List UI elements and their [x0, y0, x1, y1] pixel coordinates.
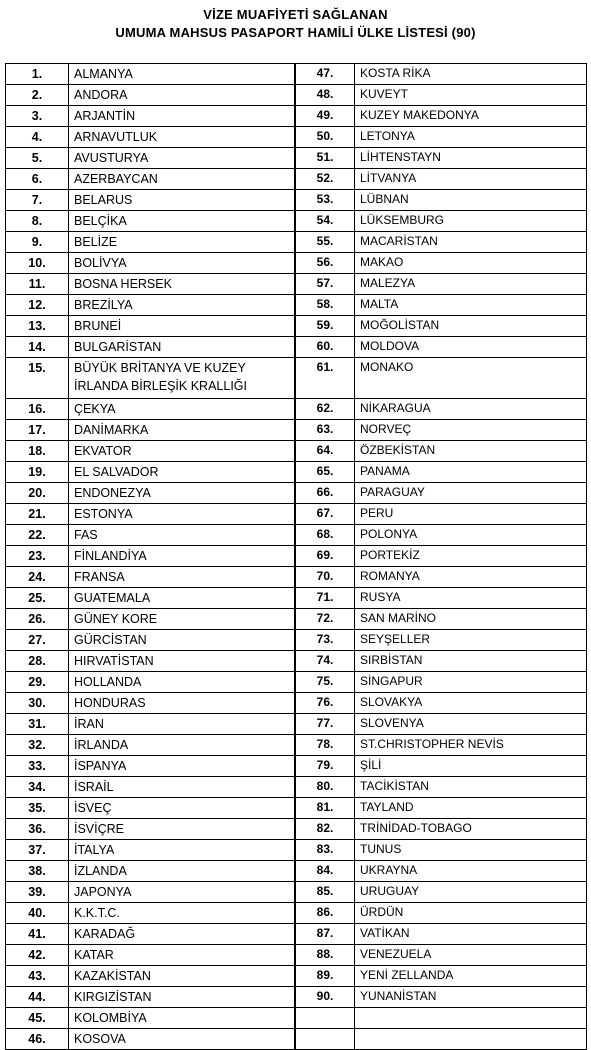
table-row	[6, 483, 295, 504]
country-name: FAS	[69, 525, 295, 546]
table-row	[296, 358, 587, 399]
country-name: ALMANYA	[69, 64, 295, 85]
country-name: MALEZYA	[355, 274, 587, 295]
table-row	[296, 420, 587, 441]
row-number: 81.	[296, 798, 355, 819]
table-row	[296, 756, 587, 777]
country-table-right	[295, 63, 587, 1050]
table-row	[296, 966, 587, 987]
table-row	[296, 1008, 587, 1029]
country-name: ARJANTİN	[69, 106, 295, 127]
row-number: 7.	[6, 190, 69, 211]
table-row	[296, 735, 587, 756]
row-number: 8.	[6, 211, 69, 232]
row-number: 4.	[6, 127, 69, 148]
row-number: 16.	[6, 399, 69, 420]
row-number: 22.	[6, 525, 69, 546]
country-name: EL SALVADOR	[69, 462, 295, 483]
row-number: 21.	[6, 504, 69, 525]
row-number: 19.	[6, 462, 69, 483]
row-number: 40.	[6, 903, 69, 924]
table-row	[296, 714, 587, 735]
table-row	[6, 861, 295, 882]
country-name: PARAGUAY	[355, 483, 587, 504]
table-row	[296, 651, 587, 672]
table-row	[296, 525, 587, 546]
country-name: SLOVENYA	[355, 714, 587, 735]
row-number: 64.	[296, 441, 355, 462]
country-name: İSPANYA	[69, 756, 295, 777]
row-number: 65.	[296, 462, 355, 483]
table-row	[296, 945, 587, 966]
country-name: SAN MARİNO	[355, 609, 587, 630]
row-number: 50.	[296, 127, 355, 148]
country-name: NİKARAGUA	[355, 399, 587, 420]
row-number: 30.	[6, 693, 69, 714]
row-number: 31.	[6, 714, 69, 735]
table-row	[296, 861, 587, 882]
country-name: AZERBAYCAN	[69, 169, 295, 190]
row-number: 24.	[6, 567, 69, 588]
row-number: 23.	[6, 546, 69, 567]
table-row	[6, 399, 295, 420]
country-name: KIRGIZİSTAN	[69, 987, 295, 1008]
row-number: 78.	[296, 735, 355, 756]
row-number: 32.	[6, 735, 69, 756]
row-number: 41.	[6, 924, 69, 945]
row-number: 80.	[296, 777, 355, 798]
country-name: BOLİVYA	[69, 253, 295, 274]
row-number: 5.	[6, 148, 69, 169]
row-number: 88.	[296, 945, 355, 966]
table-row	[296, 672, 587, 693]
country-name: KAZAKİSTAN	[69, 966, 295, 987]
table-row	[296, 630, 587, 651]
country-name: İRLANDA	[69, 735, 295, 756]
table-row	[6, 232, 295, 253]
row-number: 29.	[6, 672, 69, 693]
country-name: ANDORA	[69, 85, 295, 106]
row-number: 79.	[296, 756, 355, 777]
country-name: LÜBNAN	[355, 190, 587, 211]
country-name: LÜKSEMBURG	[355, 211, 587, 232]
row-number: 63.	[296, 420, 355, 441]
table-row	[296, 253, 587, 274]
country-name: GÜNEY KORE	[69, 609, 295, 630]
country-name: İTALYA	[69, 840, 295, 861]
country-name: TUNUS	[355, 840, 587, 861]
country-name: K.K.T.C.	[69, 903, 295, 924]
country-name: SİNGAPUR	[355, 672, 587, 693]
table-row	[6, 651, 295, 672]
table-row	[6, 609, 295, 630]
country-name: TAYLAND	[355, 798, 587, 819]
row-number: 75.	[296, 672, 355, 693]
country-name: BREZİLYA	[69, 295, 295, 316]
row-number: 77.	[296, 714, 355, 735]
row-number: 36.	[6, 819, 69, 840]
country-name: MOLDOVA	[355, 337, 587, 358]
table-row	[296, 462, 587, 483]
country-name: EKVATOR	[69, 441, 295, 462]
row-number: 2.	[6, 85, 69, 106]
row-number	[296, 1029, 355, 1050]
country-list-tables	[5, 63, 587, 1050]
country-name: UKRAYNA	[355, 861, 587, 882]
table-row	[6, 211, 295, 232]
country-name: MALTA	[355, 295, 587, 316]
table-row	[6, 588, 295, 609]
country-name: ÖZBEKİSTAN	[355, 441, 587, 462]
table-row	[6, 987, 295, 1008]
table-row	[296, 337, 587, 358]
country-name: BULGARİSTAN	[69, 337, 295, 358]
country-name: PERU	[355, 504, 587, 525]
country-name: İSVEÇ	[69, 798, 295, 819]
row-number: 62.	[296, 399, 355, 420]
document-title	[0, 6, 591, 42]
table-row	[6, 546, 295, 567]
country-name: JAPONYA	[69, 882, 295, 903]
table-row	[296, 316, 587, 337]
country-name: MACARİSTAN	[355, 232, 587, 253]
row-number: 57.	[296, 274, 355, 295]
row-number: 37.	[6, 840, 69, 861]
table-row	[6, 441, 295, 462]
table-row	[296, 127, 587, 148]
country-name: YUNANİSTAN	[355, 987, 587, 1008]
country-name: BOSNA HERSEK	[69, 274, 295, 295]
country-name: HIRVATİSTAN	[69, 651, 295, 672]
row-number: 38.	[6, 861, 69, 882]
row-number: 54.	[296, 211, 355, 232]
table-row	[6, 316, 295, 337]
table-row	[6, 672, 295, 693]
row-number: 28.	[6, 651, 69, 672]
table-row	[6, 840, 295, 861]
row-number: 20.	[6, 483, 69, 504]
table-row	[296, 232, 587, 253]
country-name: VATİKAN	[355, 924, 587, 945]
table-row	[6, 504, 295, 525]
table-row	[6, 819, 295, 840]
row-number: 66.	[296, 483, 355, 504]
country-name: SIRBİSTAN	[355, 651, 587, 672]
row-number: 82.	[296, 819, 355, 840]
table-row	[296, 64, 587, 85]
row-number: 86.	[296, 903, 355, 924]
table-row	[296, 798, 587, 819]
row-number: 9.	[6, 232, 69, 253]
row-number: 55.	[296, 232, 355, 253]
country-name: BELARUS	[69, 190, 295, 211]
table-row	[296, 819, 587, 840]
row-number: 71.	[296, 588, 355, 609]
row-number: 47.	[296, 64, 355, 85]
country-name: KUZEY MAKEDONYA	[355, 106, 587, 127]
table-row	[6, 735, 295, 756]
country-name: KUVEYT	[355, 85, 587, 106]
row-number: 11.	[6, 274, 69, 295]
row-number: 74.	[296, 651, 355, 672]
table-row	[296, 588, 587, 609]
row-number: 34.	[6, 777, 69, 798]
row-number: 67.	[296, 504, 355, 525]
table-row	[296, 777, 587, 798]
row-number: 70.	[296, 567, 355, 588]
country-name: ST.CHRISTOPHER NEVİS	[355, 735, 587, 756]
country-name: KOLOMBİYA	[69, 1008, 295, 1029]
country-name: İZLANDA	[69, 861, 295, 882]
row-number: 13.	[6, 316, 69, 337]
country-name: SLOVAKYA	[355, 693, 587, 714]
table-row	[296, 211, 587, 232]
row-number: 6.	[6, 169, 69, 190]
country-name: BELÇİKA	[69, 211, 295, 232]
country-name: PORTEKİZ	[355, 546, 587, 567]
table-row	[6, 882, 295, 903]
table-row	[6, 274, 295, 295]
row-number	[296, 1008, 355, 1029]
table-row	[296, 1029, 587, 1050]
country-name: LİHTENSTAYN	[355, 148, 587, 169]
country-name: RUSYA	[355, 588, 587, 609]
row-number: 48.	[296, 85, 355, 106]
table-row	[296, 546, 587, 567]
table-row	[296, 609, 587, 630]
table-row	[6, 903, 295, 924]
country-name: NORVEÇ	[355, 420, 587, 441]
row-number: 27.	[6, 630, 69, 651]
table-row	[6, 169, 295, 190]
table-row	[6, 777, 295, 798]
table-row	[296, 483, 587, 504]
row-number: 68.	[296, 525, 355, 546]
table-row	[6, 693, 295, 714]
row-number: 61.	[296, 358, 355, 399]
row-number: 49.	[296, 106, 355, 127]
country-name: MONAKO	[355, 358, 587, 399]
row-number: 39.	[6, 882, 69, 903]
country-name: ÜRDÜN	[355, 903, 587, 924]
country-name: GÜRCİSTAN	[69, 630, 295, 651]
country-name: İSVİÇRE	[69, 819, 295, 840]
table-row	[6, 420, 295, 441]
row-number: 26.	[6, 609, 69, 630]
country-name: YENİ ZELLANDA	[355, 966, 587, 987]
title-line-1: VİZE MUAFİYETİ SAĞLANAN	[203, 7, 388, 22]
row-number: 58.	[296, 295, 355, 316]
table-row	[6, 253, 295, 274]
table-row	[6, 85, 295, 106]
country-table-left	[5, 63, 295, 1050]
country-name	[355, 1008, 587, 1029]
table-row	[6, 295, 295, 316]
table-row	[296, 693, 587, 714]
table-row	[296, 399, 587, 420]
country-name: ÇEKYA	[69, 399, 295, 420]
row-number: 53.	[296, 190, 355, 211]
table-row	[296, 148, 587, 169]
country-name: İRAN	[69, 714, 295, 735]
table-row	[296, 106, 587, 127]
table-row	[6, 945, 295, 966]
country-name: KATAR	[69, 945, 295, 966]
row-number: 60.	[296, 337, 355, 358]
country-name: KOSTA RİKA	[355, 64, 587, 85]
row-number: 52.	[296, 169, 355, 190]
country-name: LETONYA	[355, 127, 587, 148]
country-name	[355, 1029, 587, 1050]
country-name: VENEZUELA	[355, 945, 587, 966]
row-number: 10.	[6, 253, 69, 274]
table-row	[296, 295, 587, 316]
table-row	[6, 337, 295, 358]
row-number: 51.	[296, 148, 355, 169]
table-row	[6, 756, 295, 777]
table-row	[6, 567, 295, 588]
table-row	[6, 630, 295, 651]
table-row	[296, 85, 587, 106]
country-name: DANİMARKA	[69, 420, 295, 441]
table-row	[296, 840, 587, 861]
table-row	[296, 441, 587, 462]
table-row	[6, 127, 295, 148]
table-row	[6, 714, 295, 735]
row-number: 69.	[296, 546, 355, 567]
country-name: AVUSTURYA	[69, 148, 295, 169]
table-row	[6, 64, 295, 85]
country-name: URUGUAY	[355, 882, 587, 903]
table-row	[6, 1029, 295, 1050]
country-name: ENDONEZYA	[69, 483, 295, 504]
table-row	[296, 190, 587, 211]
row-number: 1.	[6, 64, 69, 85]
row-number: 25.	[6, 588, 69, 609]
row-number: 89.	[296, 966, 355, 987]
table-row	[296, 567, 587, 588]
country-name: ESTONYA	[69, 504, 295, 525]
row-number: 85.	[296, 882, 355, 903]
country-name: HONDURAS	[69, 693, 295, 714]
row-number: 12.	[6, 295, 69, 316]
country-name: FİNLANDİYA	[69, 546, 295, 567]
country-name: SEYŞELLER	[355, 630, 587, 651]
row-number: 45.	[6, 1008, 69, 1029]
country-name: KARADAĞ	[69, 924, 295, 945]
country-name: POLONYA	[355, 525, 587, 546]
country-name: KOSOVA	[69, 1029, 295, 1050]
country-name: BELİZE	[69, 232, 295, 253]
row-number: 44.	[6, 987, 69, 1008]
country-name: HOLLANDA	[69, 672, 295, 693]
country-name: ARNAVUTLUK	[69, 127, 295, 148]
country-name: MOĞOLİSTAN	[355, 316, 587, 337]
table-row	[6, 358, 295, 399]
table-row	[6, 966, 295, 987]
table-row	[296, 903, 587, 924]
table-row	[296, 274, 587, 295]
table-row	[296, 924, 587, 945]
country-name: MAKAO	[355, 253, 587, 274]
table-row	[6, 462, 295, 483]
row-number: 56.	[296, 253, 355, 274]
country-name: FRANSA	[69, 567, 295, 588]
country-name: PANAMA	[355, 462, 587, 483]
table-row	[6, 190, 295, 211]
country-name: LİTVANYA	[355, 169, 587, 190]
country-name: İSRAİL	[69, 777, 295, 798]
country-name: BRUNEİ	[69, 316, 295, 337]
row-number: 15.	[6, 358, 69, 399]
row-number: 84.	[296, 861, 355, 882]
table-row	[6, 1008, 295, 1029]
row-number: 76.	[296, 693, 355, 714]
country-name: ROMANYA	[355, 567, 587, 588]
row-number: 87.	[296, 924, 355, 945]
table-row	[6, 106, 295, 127]
row-number: 43.	[6, 966, 69, 987]
table-row	[296, 987, 587, 1008]
table-row	[296, 169, 587, 190]
row-number: 42.	[6, 945, 69, 966]
row-number: 14.	[6, 337, 69, 358]
title-line-2: UMUMA MAHSUS PASAPORT HAMİLİ ÜLKE LİSTESİ (90)	[115, 25, 476, 40]
table-row	[296, 504, 587, 525]
country-name: TRİNİDAD-TOBAGO	[355, 819, 587, 840]
table-row	[6, 798, 295, 819]
table-row	[6, 525, 295, 546]
country-name: GUATEMALA	[69, 588, 295, 609]
table-row	[6, 924, 295, 945]
table-row	[6, 148, 295, 169]
row-number: 72.	[296, 609, 355, 630]
country-name: BÜYÜK BRİTANYA VE KUZEY İRLANDA BİRLEŞİK KRALLIĞI	[69, 358, 295, 399]
table-row	[296, 882, 587, 903]
row-number: 3.	[6, 106, 69, 127]
row-number: 33.	[6, 756, 69, 777]
country-name: ŞİLİ	[355, 756, 587, 777]
row-number: 18.	[6, 441, 69, 462]
row-number: 83.	[296, 840, 355, 861]
row-number: 59.	[296, 316, 355, 337]
row-number: 35.	[6, 798, 69, 819]
row-number: 46.	[6, 1029, 69, 1050]
country-name: TACİKİSTAN	[355, 777, 587, 798]
row-number: 73.	[296, 630, 355, 651]
row-number: 90.	[296, 987, 355, 1008]
row-number: 17.	[6, 420, 69, 441]
